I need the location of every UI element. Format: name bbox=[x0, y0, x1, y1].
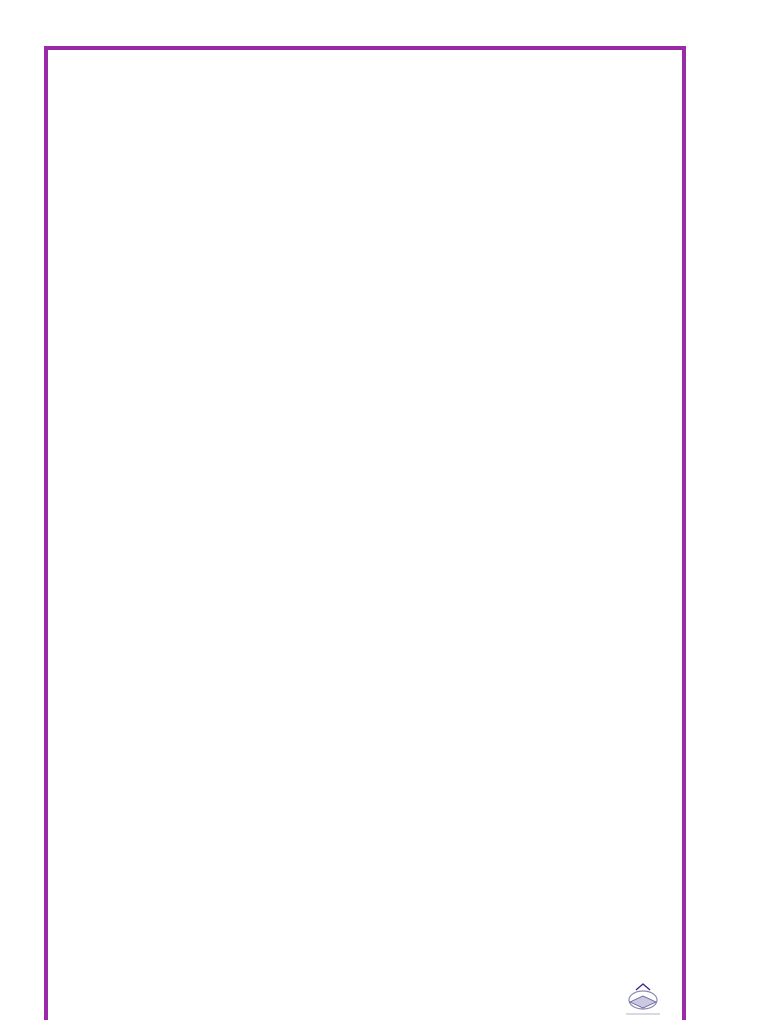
reading-plan-frame bbox=[44, 46, 686, 1020]
ministry-logo-icon bbox=[620, 980, 666, 1018]
